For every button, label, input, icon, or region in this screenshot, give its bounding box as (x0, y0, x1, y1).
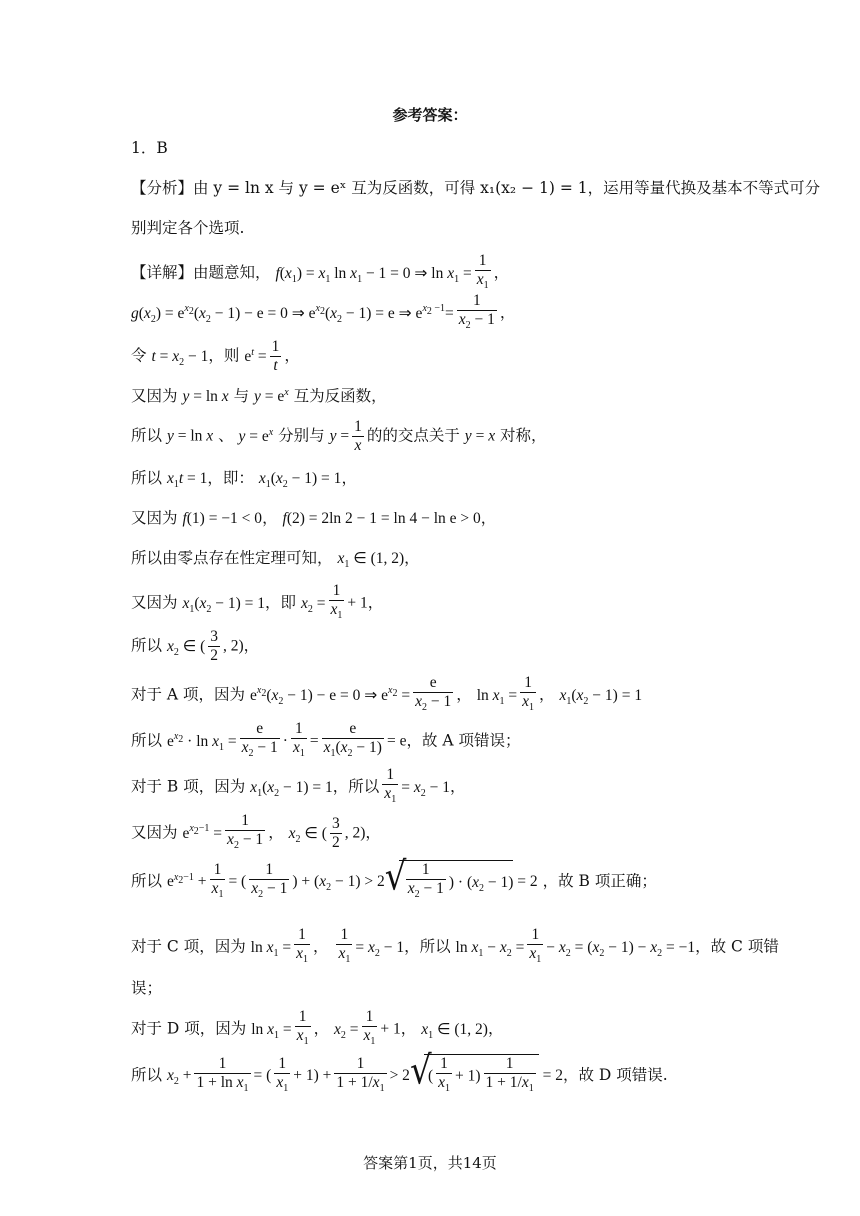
solution-line-10: 所以 $x_2$ ∈ ( $\frac{3}{2}$ , 2)， (131, 628, 260, 664)
solution-line-b3: 所以 $e^{x_2-1}$ + $\frac{1}{x_1}$ = ( $\frac{1}{x_2 - 1}$ ) + $(x_2 - 1) > 2$ √ $\frac{1}{x_2 - 1}$ ) · $(x_2 - 1) = 2$ ，故 B 项正确； (131, 860, 657, 904)
question-number: 1．B (131, 139, 168, 157)
solution-line-4: 又因为 y = ln x 与 $y = e^x$ 互为反函数， (131, 386, 387, 405)
analysis-line: 【分析】由 y = ln x 与 y = eˣ 互为反函数，可得 x₁(x₂ − 1) = 1，运用等量代换及基本不等式可分 (131, 179, 821, 197)
solution-line-a1: 对于 A 项，因为 $e^{x_2}(x_2 - 1) - e = 0$ ⇒ $e^{x_2}$ = $\frac{e}{x_2 - 1}$ ， $\ln x_1$ = $\frac{1}{x_1}$ ， $x_1(x_2 - 1) = 1$ (131, 674, 643, 714)
solution-line-c1: 对于 C 项，因为 $\ln x_1$ = $\frac{1}{x_1}$ ， $\frac{1}{x_1}$ = $x_2 - 1$，所以 $\ln x_1 - x_2$ = $\frac{1}{x_1}$ − $x_2 = (x_2 - 1) - x_2 = -1$，故 C 项错 (131, 926, 779, 966)
page-footer: 答案第1页，共14页 (363, 1154, 497, 1172)
solution-line-5: 所以 y = ln x 、 $y = e^x$ 分别与 y = $\frac{1}{x}$ 的的交点关于 y = x 对称， (131, 418, 547, 454)
solution-line-b1: 对于 B 项，因为 $x_1(x_2 - 1) = 1$，所以 $\frac{1}{x_1}$ = $x_2 - 1$， (131, 766, 466, 806)
solution-line-b2: 又因为 $e^{x_2-1}$ = $\frac{1}{x_2 - 1}$ ， $x_2$ ∈ ( $\frac{3}{2}$ , 2)， (131, 812, 381, 852)
solution-line-7: 又因为 f(1) = −1 < 0， f(2) = 2ln 2 − 1 = ln 4 − ln e > 0， (131, 509, 497, 527)
solution-line-d1: 对于 D 项，因为 $\ln x_1$ = $\frac{1}{x_1}$ ， $x_2$ = $\frac{1}{x_1}$ + 1， $x_1$ ∈ (1, 2)， (131, 1008, 504, 1048)
solution-line-c2: 误； (131, 979, 163, 997)
solution-line-6: 所以 $x_1t = 1$，即： $x_1(x_2 - 1) = 1$， (131, 469, 357, 491)
analysis-line-cont: 别判定各个选项. (131, 219, 245, 237)
answer-title: 参考答案： (392, 106, 468, 124)
solution-line-a2: 所以 $e^{x_2} \cdot \ln x_1$ = $\frac{e}{x_2 - 1}$ · $\frac{1}{x_1}$ = $\frac{e}{x_1(x_2 - 1)}$ = e，故 A 项错误； (131, 720, 521, 760)
solution-line-8: 所以由零点存在性定理可知， $x_1$ ∈ (1, 2)， (131, 549, 420, 571)
solution-line-9: 又因为 $x_1(x_2 - 1) = 1$，即 $x_2$ = $\frac{1}{x_1}$ + 1， (131, 582, 384, 622)
solution-line-3: 令 $t = x_2 - 1$，则 $e^t$ = $\frac{1}{t}$ ， (131, 338, 300, 374)
solution-line-1: 【详解】由题意知， $f(x_1) = x_1$ $\ln x_1 - 1 = 0$ ⇒ $\ln x_1$ = $\frac{1}{x_1}$ ， (131, 252, 510, 292)
solution-line-d2: 所以 $x_2$ + $\frac{1}{1 + \ln x_1}$ = ( $\frac{1}{x_1}$ + 1) + $\frac{1}{1 + 1/x_1}$ > 2√ ( $\frac{1}{x_1}$ + 1) $\frac{1}{1 + 1/x_1}$ = 2，故 D 项错误. (131, 1054, 668, 1098)
solution-line-2: $g(x_2) = e^{x_2}(x_2 - 1) - e = 0$ ⇒ $e^{x_2}(x_2 - 1) = e$ ⇒ $e^{x_2 -1}=$ $\frac{1}{x_2 - 1}$ ， (131, 292, 516, 332)
